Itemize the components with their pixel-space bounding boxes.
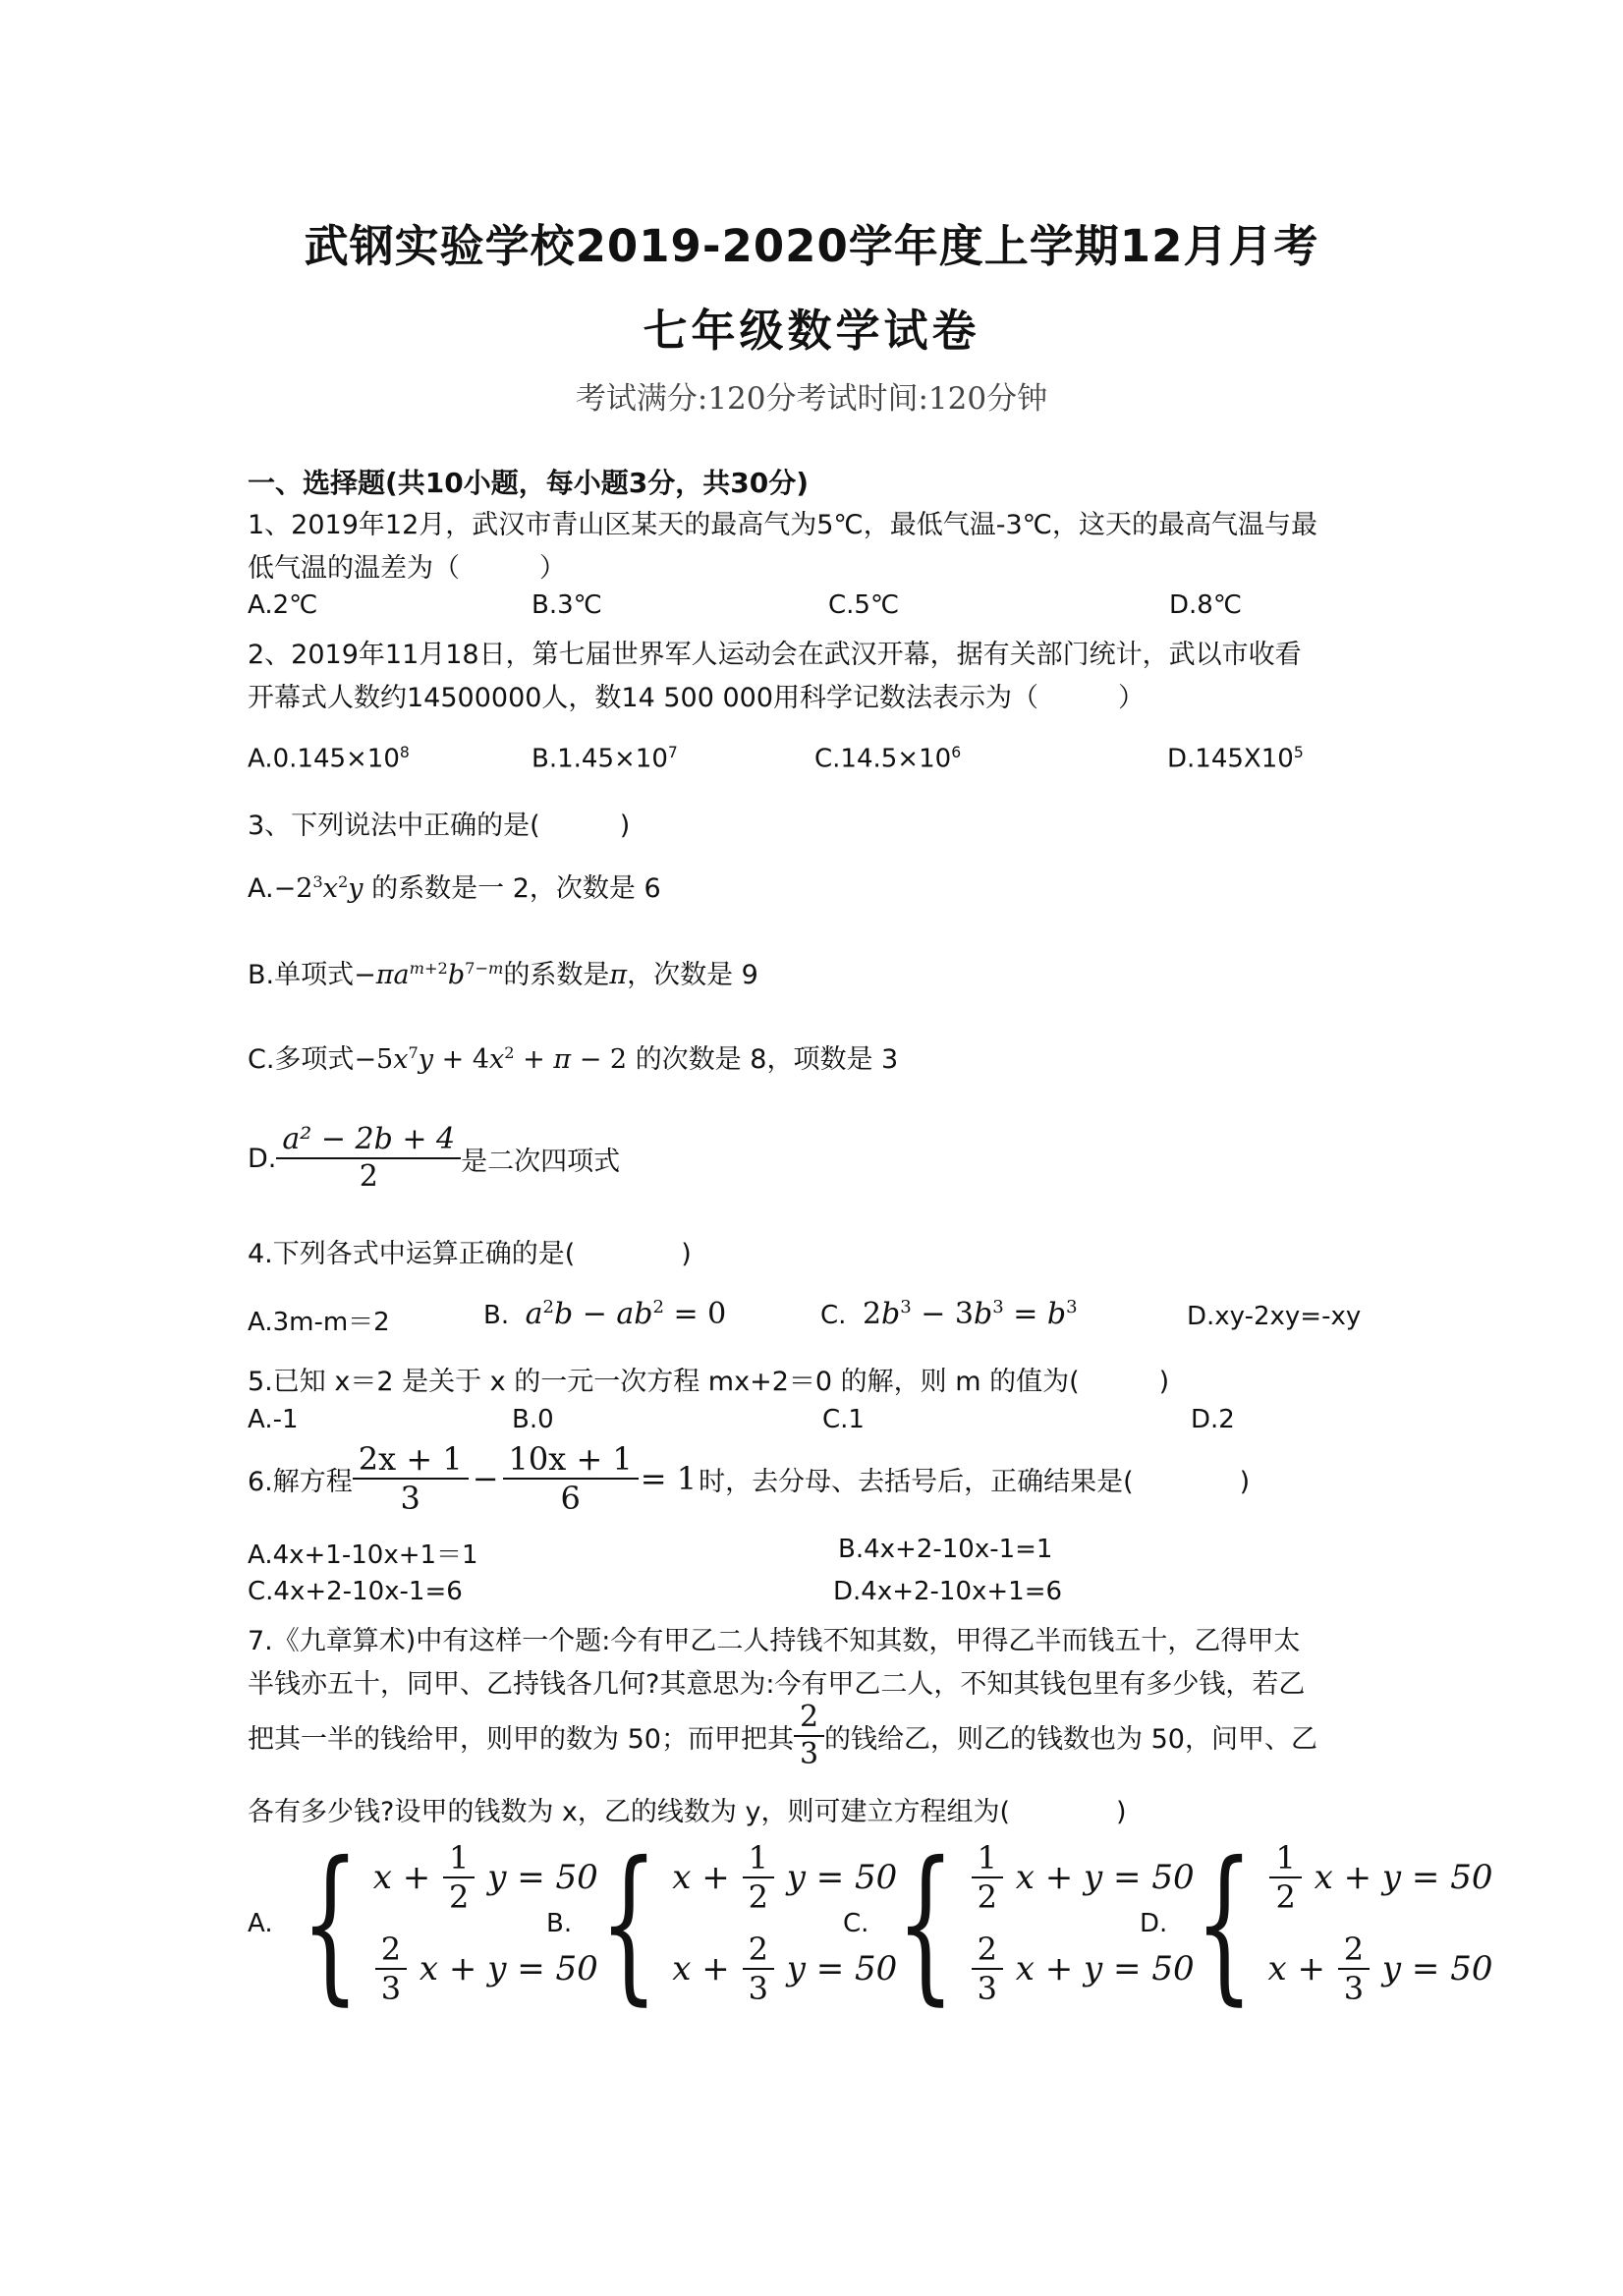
q1-line2: 低气温的温差为（ ）: [248, 553, 566, 584]
q3b-expression: $-\pi a^{m+2}b^{7-m}$: [354, 959, 504, 990]
q7-fraction: $\frac{2}{3}$: [794, 1700, 824, 1772]
q1-option-a: A.2℃: [248, 590, 318, 620]
q2-option-b: $B.1.45\times 10^7$: [532, 744, 678, 774]
q6-stem: 6.解方程 $\frac{2x + 1}{3}$ − $\frac{10x + 1}{6}$ = 1 时，去分母、去括号后，正确结果是( ): [248, 1440, 1251, 1518]
q2-option-c: $C.14.5\times 10^6$: [814, 744, 962, 774]
q3-option-d: D. $\frac{\text{a² − 2b + 4}}{2}$ 是二次四项式: [248, 1122, 621, 1194]
q5-option-c: C.1: [822, 1405, 865, 1434]
q4-option-d: D.xy-2xy=-xy: [1187, 1302, 1362, 1331]
q3-option-c: C.多项式$-5x^7y + 4x^2 + \pi - 2$ 的次数是 8，项数是 3: [248, 1043, 899, 1075]
q6-option-a: A.4x+1-10x+1＝1: [248, 1540, 478, 1570]
q7-option-b: B. { x + $\frac{1}{2}$ y = 50 x + $\frac{2}{3}$ y = 50: [546, 1825, 898, 2021]
q3-stem: 3、下列说法中正确的是( ): [248, 811, 631, 841]
q5-option-b: B.0: [512, 1405, 554, 1434]
q1-option-d: D.8℃: [1169, 590, 1243, 620]
q4-option-b: B. $a^2b - ab^2 = 0$: [483, 1297, 727, 1331]
q6-option-c: C.4x+2-10x-1=6: [248, 1577, 463, 1606]
q5-option-d: D.2: [1191, 1405, 1235, 1434]
q4-option-c: C. $2b^3 - 3b^3 = b^3$: [820, 1297, 1078, 1331]
q6-fraction-2: $\frac{10x + 1}{6}$: [503, 1440, 639, 1518]
q2-option-a: $A.0.145\times 10^8$: [248, 744, 410, 774]
q1-option-c: C.5℃: [828, 590, 900, 620]
q3-option-b: B.单项式$-\pi a^{m+2}b^{7-m}$的系数是π，次数是 9: [248, 959, 758, 990]
q7-option-a: A. { x + $\frac{1}{2}$ y = 50 $\frac{2}{3}$ x + y = 50: [248, 1825, 598, 2021]
q5-stem: 5.已知 x＝2 是关于 x 的一元一次方程 mx+2＝0 的解，则 m 的值为( ): [248, 1367, 1170, 1397]
exam-subject-title: 七年级数学试卷: [643, 305, 980, 357]
q6-option-d: D.4x+2-10x+1=6: [833, 1577, 1063, 1606]
q2-line2: 开幕式人数约14500000人，数14 500 000用科学记数法表示为（ ）: [248, 683, 1146, 713]
q7-line2: 半钱亦五十，同甲、乙持钱各几何?其意思为:今有甲乙二人，不知其钱包里有多少钱，若乙: [248, 1669, 1306, 1700]
q3a-expression: $-2^3x^2y$: [273, 872, 364, 904]
q4-stem: 4.下列各式中运算正确的是( ): [248, 1239, 692, 1269]
q7-line4: 各有多少钱?设甲的钱数为 x，乙的线数为 y，则可建立方程组为( ): [248, 1797, 1127, 1827]
q7-option-d: D. { $\frac{1}{2}$ x + y = 50 x + $\frac{2}{3}$ y = 50: [1140, 1825, 1493, 2021]
q3c-expression: $-5x^7y + 4x^2 + \pi - 2$: [354, 1043, 628, 1075]
q2-option-d: $D.145X10^5$: [1167, 744, 1304, 774]
q1-line1: 1、2019年12月，武汉市青山区某天的最高气为5℃，最低气温-3℃，这天的最高气温与最: [248, 510, 1317, 540]
q4-option-a: A.3m-m＝2: [248, 1308, 390, 1337]
q7-line3: 把其一半的钱给甲，则甲的数为 50；而甲把其 $\frac{2}{3}$ 的钱给乙，则乙的钱数也为 50，问甲、乙: [248, 1700, 1317, 1771]
q3-option-a: $A.-2^3x^2y$ 的系数是一 2，次数是 6: [248, 872, 661, 904]
q6-option-b: B.4x+2-10x-1=1: [838, 1535, 1053, 1564]
q7-option-c: C. { $\frac{1}{2}$ x + y = 50 $\frac{2}{3}$ x + y = 50: [843, 1825, 1195, 2021]
section-heading: 一、选择题(共10小题，每小题3分，共30分): [248, 467, 810, 499]
exam-info: 考试满分:120分考试时间:120分钟: [575, 381, 1048, 417]
q5-option-a: A.-1: [248, 1405, 299, 1434]
q7-line1: 7.《九章算术)中有这样一个题:今有甲乙二人持钱不知其数，甲得乙半而钱五十，乙得甲太: [248, 1626, 1301, 1656]
exam-title: 武钢实验学校2019-2020学年度上学期12月月考: [304, 220, 1319, 272]
q3d-fraction: $\frac{\text{a² − 2b + 4}}{2}$: [276, 1122, 461, 1195]
q6-fraction-1: $\frac{2x + 1}{3}$: [353, 1440, 469, 1518]
q1-option-b: B.3℃: [532, 590, 602, 620]
q2-line1: 2、2019年11月18日，第七届世界军人运动会在武汉开幕，据有关部门统计，武以市收看: [248, 640, 1302, 670]
